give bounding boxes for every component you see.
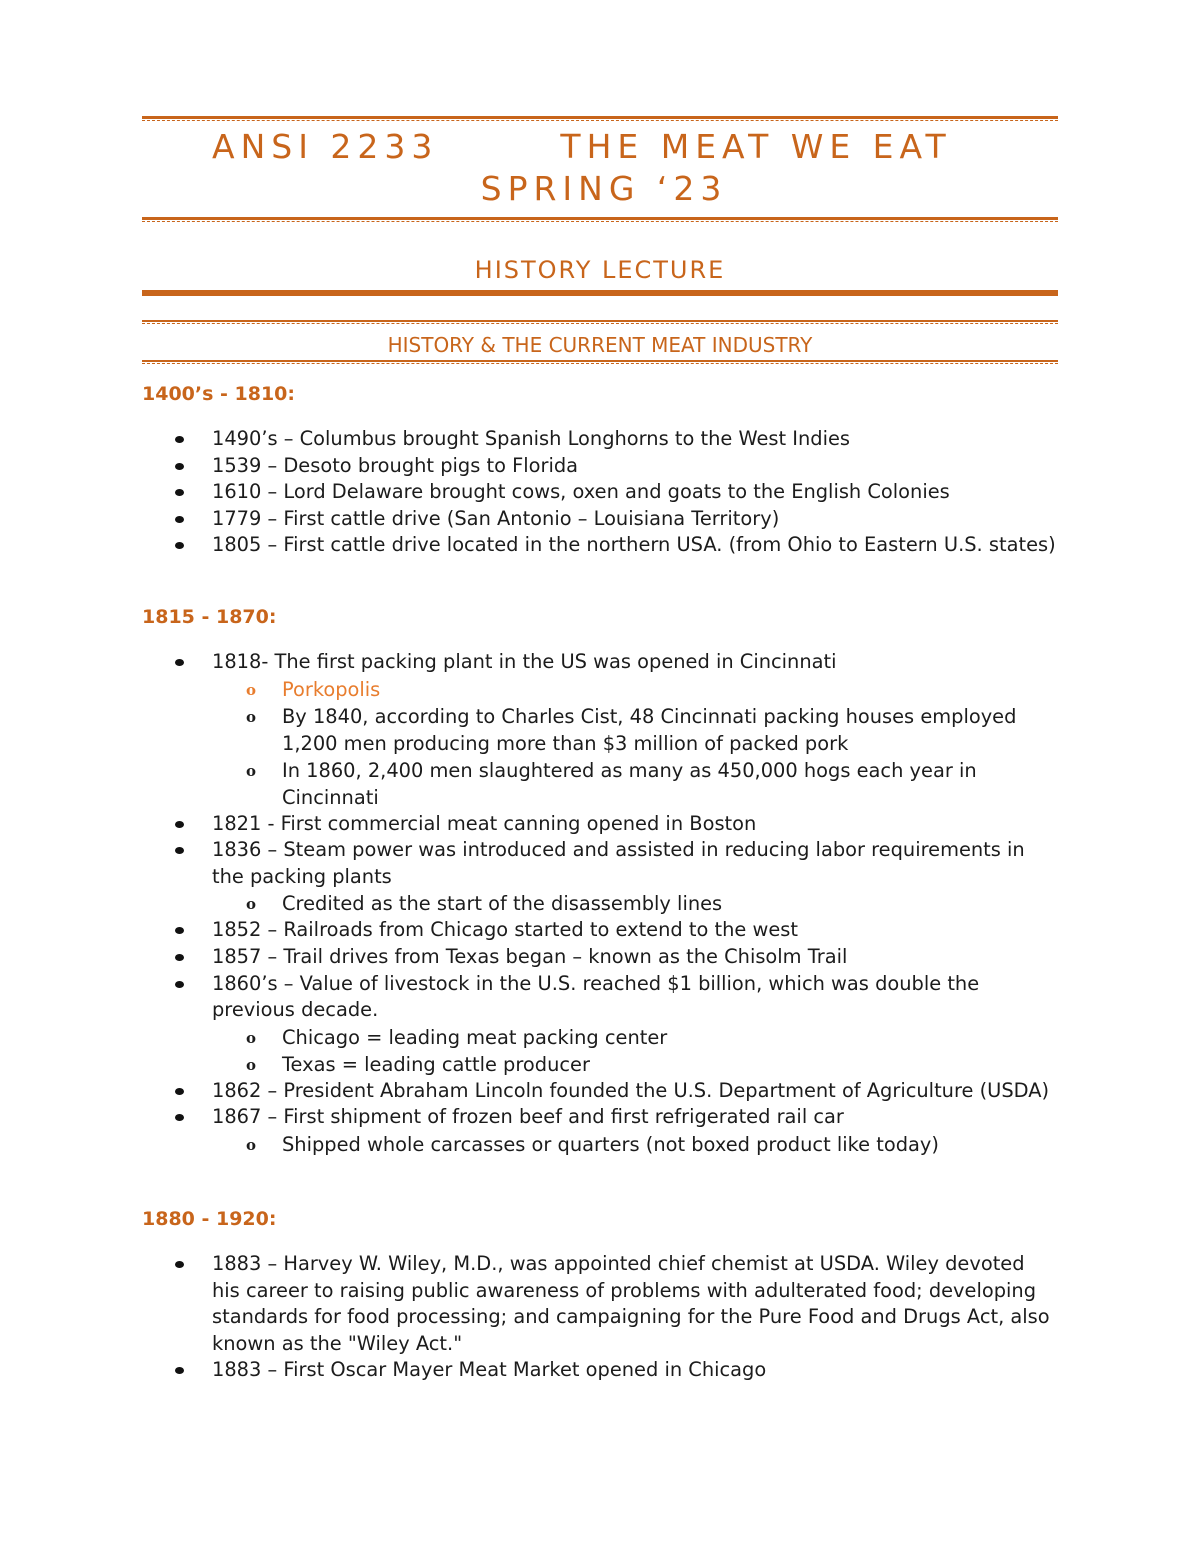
list-item-text: 1818- The first packing plant in the US was opened in Cincinnati bbox=[212, 650, 837, 673]
sub-list bbox=[212, 890, 1058, 917]
sub-list bbox=[212, 676, 1058, 811]
lecture-rule bbox=[142, 290, 1058, 296]
section-top-rule bbox=[142, 320, 1058, 324]
course-title: THE MEAT WE EAT bbox=[560, 127, 952, 166]
list-item: 1610 – Lord Delaware brought cows, oxen and goats to the English Colonies bbox=[142, 479, 1058, 506]
sub-list bbox=[212, 1024, 1058, 1078]
title-bottom-rule bbox=[142, 217, 1058, 222]
list-item bbox=[142, 971, 1058, 1078]
era-heading: 1400’s - 1810: bbox=[142, 383, 296, 405]
list-item bbox=[142, 649, 1058, 811]
list-item: 1852 – Railroads from Chicago started to extend to the west bbox=[142, 917, 1058, 944]
sub-list-item: o Shipped whole carcasses or quarters (not boxed product like today) bbox=[212, 1131, 1058, 1158]
list-item: 1883 – Harvey W. Wiley, M.D., was appointed chief chemist at USDA. Wiley devoted his career to raising public awareness of problems with adulterated food; developing standards for food processing; and campaigning for the Pure Food and Drugs Act, also known as the "Wiley Act." bbox=[142, 1251, 1058, 1357]
list-item: 1883 – First Oscar Mayer Meat Market opened in Chicago bbox=[142, 1357, 1058, 1384]
sub-list-item: o By 1840, according to Charles Cist, 48 Cincinnati packing houses employed 1,200 men producing more than $3 million of packed pork bbox=[212, 703, 1058, 757]
list-item bbox=[142, 1104, 1058, 1158]
list-item-text: 1836 – Steam power was introduced and assisted in reducing labor requirements in the packing plants bbox=[212, 838, 1025, 888]
era-list bbox=[142, 649, 1058, 1158]
title-block bbox=[142, 116, 1058, 222]
era-list bbox=[142, 1251, 1058, 1384]
sub-list-item: o Chicago = leading meat packing center bbox=[212, 1024, 1058, 1051]
era-heading: 1880 - 1920: bbox=[142, 1208, 277, 1230]
era-heading: 1815 - 1870: bbox=[142, 606, 277, 628]
list-item: 1539 – Desoto brought pigs to Florida bbox=[142, 453, 1058, 480]
title-top-rule bbox=[142, 116, 1058, 121]
lecture-heading: HISTORY LECTURE bbox=[474, 256, 726, 284]
list-item bbox=[142, 837, 1058, 917]
sub-list-item: o Texas = leading cattle producer bbox=[212, 1051, 1058, 1078]
sub-list bbox=[212, 1131, 1058, 1158]
list-item-text: 1860’s – Value of livestock in the U.S. reached $1 billion, which was double the previous decade. bbox=[212, 971, 980, 1022]
section-bottom-rule bbox=[142, 360, 1058, 364]
list-item-text: 1867 – First shipment of frozen beef and first refrigerated rail car bbox=[212, 1105, 844, 1129]
list-item: 1805 – First cattle drive located in the northern USA. (from Ohio to Eastern U.S. states) bbox=[142, 532, 1058, 559]
era-list bbox=[142, 426, 1058, 559]
list-item: 1490’s – Columbus brought Spanish Longhorns to the West Indies bbox=[142, 426, 1058, 453]
section-title: HISTORY & THE CURRENT MEAT INDUSTRY bbox=[387, 333, 813, 357]
list-item: 1821 - First commercial meat canning opened in Boston bbox=[142, 811, 1058, 838]
list-item: 1779 – First cattle drive (San Antonio – Louisiana Territory) bbox=[142, 506, 1058, 533]
course-code: ANSI 2233 bbox=[212, 127, 439, 166]
term: SPRING ‘23 bbox=[480, 169, 728, 208]
list-item: 1862 – President Abraham Lincoln founded the U.S. Department of Agriculture (USDA) bbox=[142, 1078, 1058, 1105]
list-item: 1857 – Trail drives from Texas began – known as the Chisolm Trail bbox=[142, 944, 1058, 971]
section-heading bbox=[142, 320, 1058, 364]
sub-list-item: o In 1860, 2,400 men slaughtered as many as 450,000 hogs each year in Cincinnati bbox=[212, 757, 1058, 811]
sub-list-item: o Porkopolis bbox=[212, 676, 1058, 703]
sub-list-item: o Credited as the start of the disassembly lines bbox=[212, 890, 1058, 917]
title-line-1 bbox=[142, 127, 1058, 167]
